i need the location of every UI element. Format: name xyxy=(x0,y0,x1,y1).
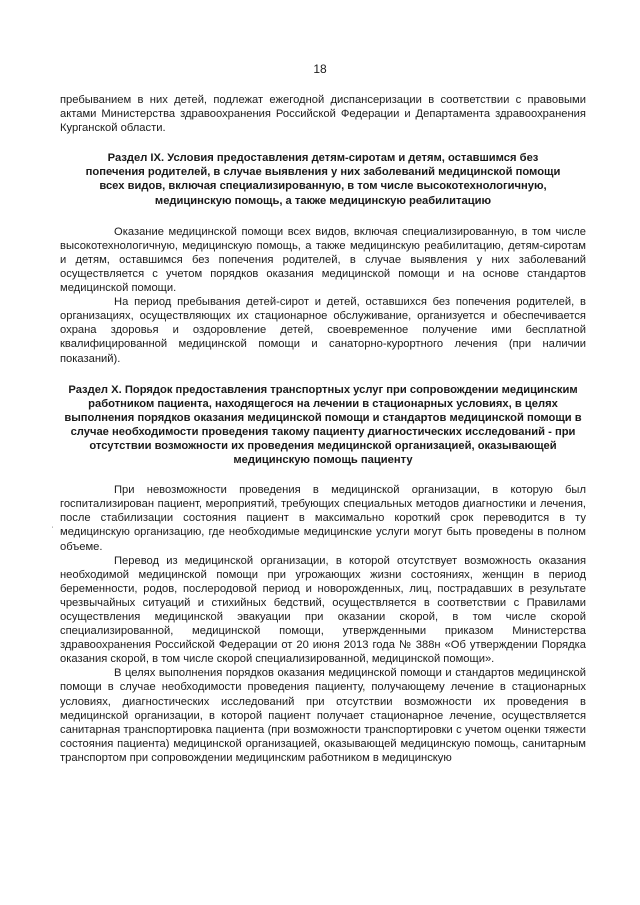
section-9-heading: Раздел IX. Условия предоставления детям-сиротам и детям, оставшимся без попечения родителей, в случае выявления у них заболеваний медицинской помощи всех видов, включая специализированную, в том числе высокотехнологичную, медицинскую помощь, а также медицинскую реабилитацию xyxy=(85,152,561,207)
page-number: 18 xyxy=(313,62,327,76)
intro-paragraph: пребыванием в них детей, подлежат ежегодной диспансеризации в соответствии с правовыми актами Министерства здравоохранения Российской Федерации и Департамента здравоохранения Курганской области. xyxy=(60,94,586,135)
section-10-paragraph-3: В целях выполнения порядков оказания медицинской помощи и стандартов медицинской помощи в случае необходимости проведения пациенту, получающему лечение в стационарных условиях, диагностических исследований при отсутствии возможности их проведения в медицинской организации, в которой пациент получает стационарное лечение, осуществляется санитарная транспортировка пациента (при возможности транспортировки с учетом оценки тяжести состояния пациента) медицинской организацией, оказывающей медицинскую помощь, санитарным транспортом при сопровождении медицинским работником в медицинскую xyxy=(60,667,586,764)
section-9-paragraph-1: Оказание медицинской помощи всех видов, включая специализированную, в том числе высокотехнологичную, медицинскую помощь, а также медицинскую реабилитацию, детям-сиротам и детям, оставшимся без попечения родителей, в случае выявления у них заболеваний осуществляется с учетом порядков оказания медицинской помощи и на основе стандартов медицинской помощи. xyxy=(60,225,586,295)
section-10-paragraph-2: Перевод из медицинской организации, в которой отсутствует возможность оказания необходимой медицинской помощи при угрожающих жизни состояниях, женщин в период беременности, родов, послеродовой период и новорожденных, лиц, пострадавших в результате чрезвычайных ситуаций и стихийных бедствий, осуществляется в соответствии с Правилами осуществления медицинской эвакуации при оказании скорой, в том числе скорой специализированной, медицинской помощи, утвержденными приказом Министерства здравоохранения Российской Федерации от 20 июня 2013 года № 388н «Об утверждении Порядка оказания скорой, в том числе скорой специализированной, медицинской помощи». xyxy=(60,554,586,666)
scan-margin-mark: ˌ xyxy=(51,518,55,529)
document-body xyxy=(60,93,586,765)
section-10-heading: Раздел X. Порядок предоставления транспортных услуг при сопровождении медицинским работником пациента, находящегося на лечении в стационарных условиях, в целях выполнения порядков оказания медицинской помощи и стандартов медицинской помощи в случае необходимости проведения такому пациенту диагностических исследований - при отсутствии возможности их проведения медицинской организацией, оказывающей медицинскую помощь пациенту xyxy=(64,383,582,467)
section-9-paragraph-2: На период пребывания детей-сирот и детей, оставшихся без попечения родителей, в организациях, осуществляющих их стационарное обслуживание, организуется и обеспечивается охрана здоровья и оздоровление детей, своевременное получение ими бесплатной квалифицированной медицинской помощи и санаторно-курортного лечения (при наличии показаний). xyxy=(60,296,586,365)
section-10-paragraph-1: При невозможности проведения в медицинской организации, в которую был госпитализирован пациент, мероприятий, требующих специальных методов диагностики и лечения, после стабилизации состояния пациент в максимально короткий срок переводится в ту медицинскую организацию, где необходимые медицинские услуги могут быть проведены в полном объеме. xyxy=(60,484,586,553)
